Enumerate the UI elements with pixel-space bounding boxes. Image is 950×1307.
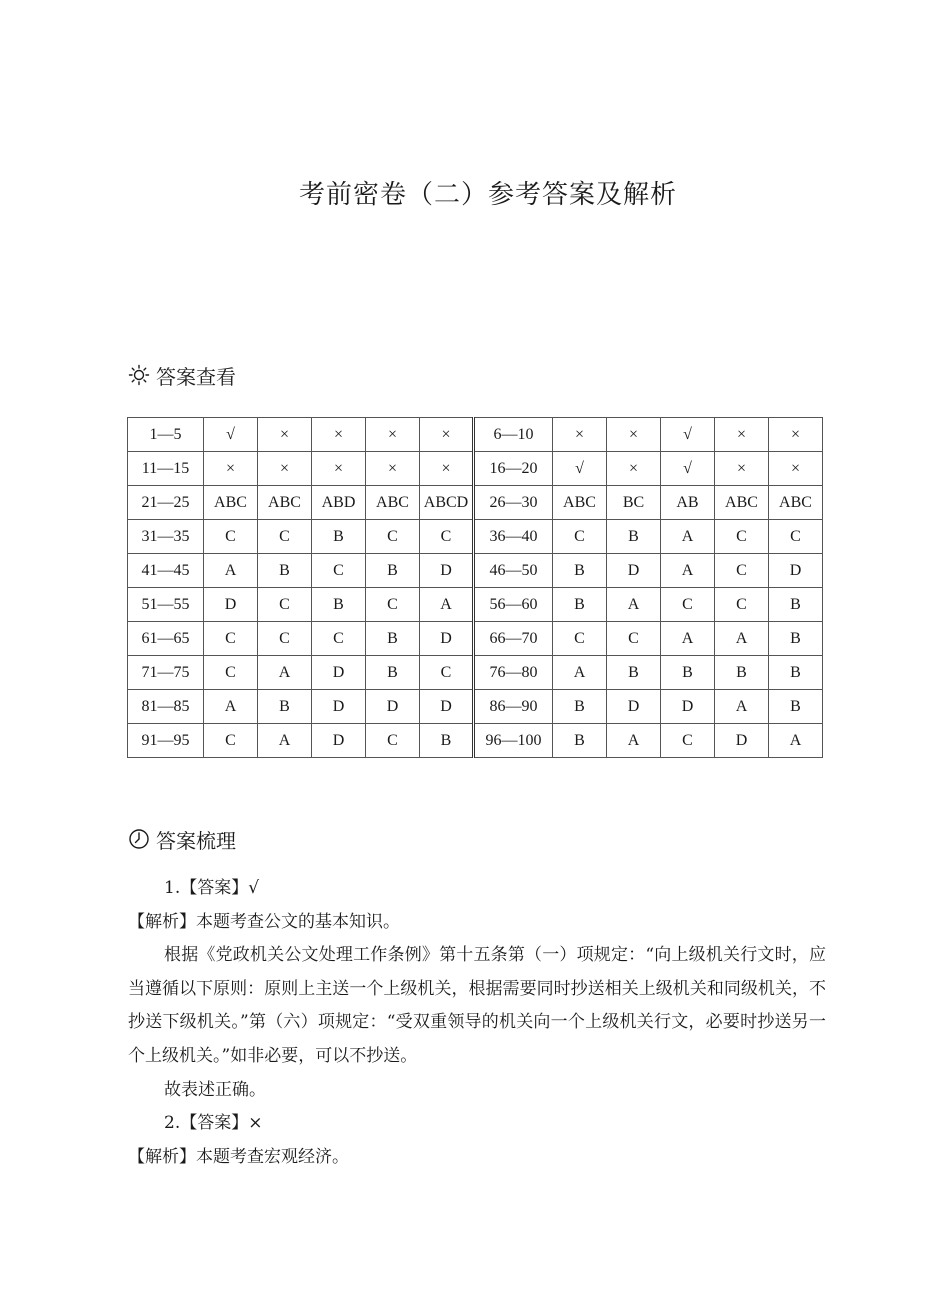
answer-cell: C: [204, 724, 258, 758]
answer-cell: A: [258, 656, 312, 690]
explanation-body: [128, 872, 826, 1174]
q1-conclusion: 故表述正确。: [164, 1079, 266, 1100]
answer-cell: A: [661, 622, 715, 656]
answer-cell: B: [312, 588, 366, 622]
answer-cell: A: [204, 554, 258, 588]
question-range-cell: 1—5: [128, 418, 204, 452]
answer-cell: D: [312, 724, 366, 758]
answer-cell: D: [661, 690, 715, 724]
answer-cell: B: [553, 588, 607, 622]
answer-cell: BC: [607, 486, 661, 520]
question-range-cell: 81—85: [128, 690, 204, 724]
answer-cell: C: [366, 724, 420, 758]
answer-cell: C: [420, 520, 474, 554]
question-range-cell: 41—45: [128, 554, 204, 588]
answer-cell: A: [607, 724, 661, 758]
answer-cell: C: [769, 520, 823, 554]
answer-cell: B: [366, 554, 420, 588]
section-answer-view: [128, 361, 236, 389]
question-range-cell: 51—55: [128, 588, 204, 622]
answer-cell: D: [420, 554, 474, 588]
question-range-cell: 26—30: [474, 486, 553, 520]
section-label: 答案查看: [156, 364, 236, 389]
answer-cell: ×: [420, 452, 474, 486]
section-answer-review: [128, 825, 236, 853]
answer-cell: C: [204, 656, 258, 690]
question-range-cell: 16—20: [474, 452, 553, 486]
answer-cell: ×: [204, 452, 258, 486]
answer-cell: C: [420, 656, 474, 690]
table-row: [128, 690, 823, 724]
answer-cell: A: [204, 690, 258, 724]
answer-cell: B: [769, 690, 823, 724]
answer-cell: ×: [553, 418, 607, 452]
answer-cell: C: [553, 622, 607, 656]
answer-cell: ABD: [312, 486, 366, 520]
table-row: [128, 418, 823, 452]
table-row: [128, 656, 823, 690]
q2-analysis-line: 【解析】本题考查宏观经济。: [128, 1146, 349, 1167]
answer-table: [127, 417, 823, 758]
answer-cell: B: [312, 520, 366, 554]
answer-cell: B: [715, 656, 769, 690]
answer-cell: ×: [715, 452, 769, 486]
answer-cell: C: [258, 622, 312, 656]
answer-cell: A: [661, 554, 715, 588]
question-range-cell: 31—35: [128, 520, 204, 554]
answer-cell: D: [312, 690, 366, 724]
answer-cell: ABC: [366, 486, 420, 520]
answer-cell: B: [553, 554, 607, 588]
section-label: 答案梳理: [156, 828, 236, 853]
question-range-cell: 21—25: [128, 486, 204, 520]
answer-cell: C: [366, 520, 420, 554]
question-range-cell: 11—15: [128, 452, 204, 486]
answer-cell: A: [258, 724, 312, 758]
question-range-cell: 6—10: [474, 418, 553, 452]
answer-cell: A: [420, 588, 474, 622]
answer-cell: B: [769, 622, 823, 656]
answer-cell: ABC: [715, 486, 769, 520]
answer-cell: D: [715, 724, 769, 758]
answer-cell: D: [420, 690, 474, 724]
answer-cell: D: [607, 690, 661, 724]
answer-cell: B: [258, 690, 312, 724]
question-range-cell: 86—90: [474, 690, 553, 724]
table-row: [128, 452, 823, 486]
answer-cell: C: [204, 622, 258, 656]
answer-cell: C: [366, 588, 420, 622]
answer-cell: ABC: [769, 486, 823, 520]
answer-cell: √: [661, 418, 715, 452]
answer-cell: B: [553, 690, 607, 724]
question-range-cell: 76—80: [474, 656, 553, 690]
answer-cell: B: [769, 656, 823, 690]
answer-cell: D: [607, 554, 661, 588]
answer-cell: ×: [258, 418, 312, 452]
answer-cell: B: [607, 656, 661, 690]
answer-cell: C: [715, 520, 769, 554]
answer-cell: A: [661, 520, 715, 554]
answer-cell: √: [661, 452, 715, 486]
answer-cell: C: [258, 520, 312, 554]
answer-cell: D: [769, 554, 823, 588]
q1-paragraph: 根据《党政机关公文处理工作条例》第十五条第（一）项规定：“向上级机关行文时，应当遵循以下原则：原则上主送一个上级机关，根据需要同时抄送相关上级机关和同级机关，不抄送下级机关。”第（六）项规定：“受双重领导的机关向一个上级机关行文，必要时抄送另一个上级机关。”如非必要，可以不抄送。: [128, 945, 826, 1066]
answer-cell: D: [204, 588, 258, 622]
answer-cell: √: [553, 452, 607, 486]
answer-cell: C: [312, 622, 366, 656]
q1-answer-line: 1.【答案】√: [164, 878, 260, 898]
answer-cell: C: [607, 622, 661, 656]
answer-cell: B: [661, 656, 715, 690]
clock-icon: [128, 828, 150, 850]
table-row: [128, 520, 823, 554]
question-range-cell: 66—70: [474, 622, 553, 656]
answer-cell: B: [769, 588, 823, 622]
table-row: [128, 588, 823, 622]
answer-cell: A: [715, 622, 769, 656]
answer-cell: C: [715, 554, 769, 588]
answer-cell: B: [607, 520, 661, 554]
answer-cell: ×: [366, 452, 420, 486]
answer-cell: AB: [661, 486, 715, 520]
answer-cell: ×: [769, 452, 823, 486]
answer-cell: ABCD: [420, 486, 474, 520]
question-range-cell: 46—50: [474, 554, 553, 588]
answer-cell: ×: [420, 418, 474, 452]
answer-cell: B: [258, 554, 312, 588]
question-range-cell: 36—40: [474, 520, 553, 554]
answer-cell: √: [204, 418, 258, 452]
page-title: 考前密卷（二）参考答案及解析: [298, 180, 677, 210]
table-row: [128, 622, 823, 656]
answer-cell: A: [769, 724, 823, 758]
table-row: [128, 554, 823, 588]
answer-cell: D: [312, 656, 366, 690]
answer-cell: D: [420, 622, 474, 656]
table-row: [128, 486, 823, 520]
answer-cell: ABC: [553, 486, 607, 520]
question-range-cell: 71—75: [128, 656, 204, 690]
answer-cell: A: [553, 656, 607, 690]
answer-cell: B: [553, 724, 607, 758]
answer-cell: B: [420, 724, 474, 758]
answer-cell: A: [715, 690, 769, 724]
answer-cell: A: [607, 588, 661, 622]
answer-cell: C: [661, 588, 715, 622]
answer-cell: ×: [607, 418, 661, 452]
answer-cell: C: [204, 520, 258, 554]
answer-cell: C: [258, 588, 312, 622]
answer-cell: ×: [366, 418, 420, 452]
answer-cell: ×: [312, 452, 366, 486]
answer-cell: C: [715, 588, 769, 622]
question-range-cell: 91—95: [128, 724, 204, 758]
question-range-cell: 56—60: [474, 588, 553, 622]
answer-cell: B: [366, 622, 420, 656]
answer-cell: ×: [769, 418, 823, 452]
answer-cell: ×: [607, 452, 661, 486]
q2-answer-line: 2.【答案】×: [164, 1113, 263, 1134]
answer-cell: C: [553, 520, 607, 554]
answer-cell: D: [366, 690, 420, 724]
answer-cell: ×: [715, 418, 769, 452]
answer-cell: ×: [258, 452, 312, 486]
answer-cell: ×: [312, 418, 366, 452]
answer-cell: ABC: [204, 486, 258, 520]
q1-analysis-line: 【解析】本题考查公文的基本知识。: [128, 911, 400, 932]
table-row: [128, 724, 823, 758]
sun-icon: [128, 364, 150, 386]
answer-cell: C: [661, 724, 715, 758]
answer-cell: ABC: [258, 486, 312, 520]
answer-cell: C: [312, 554, 366, 588]
answer-cell: B: [366, 656, 420, 690]
question-range-cell: 61—65: [128, 622, 204, 656]
question-range-cell: 96—100: [474, 724, 553, 758]
